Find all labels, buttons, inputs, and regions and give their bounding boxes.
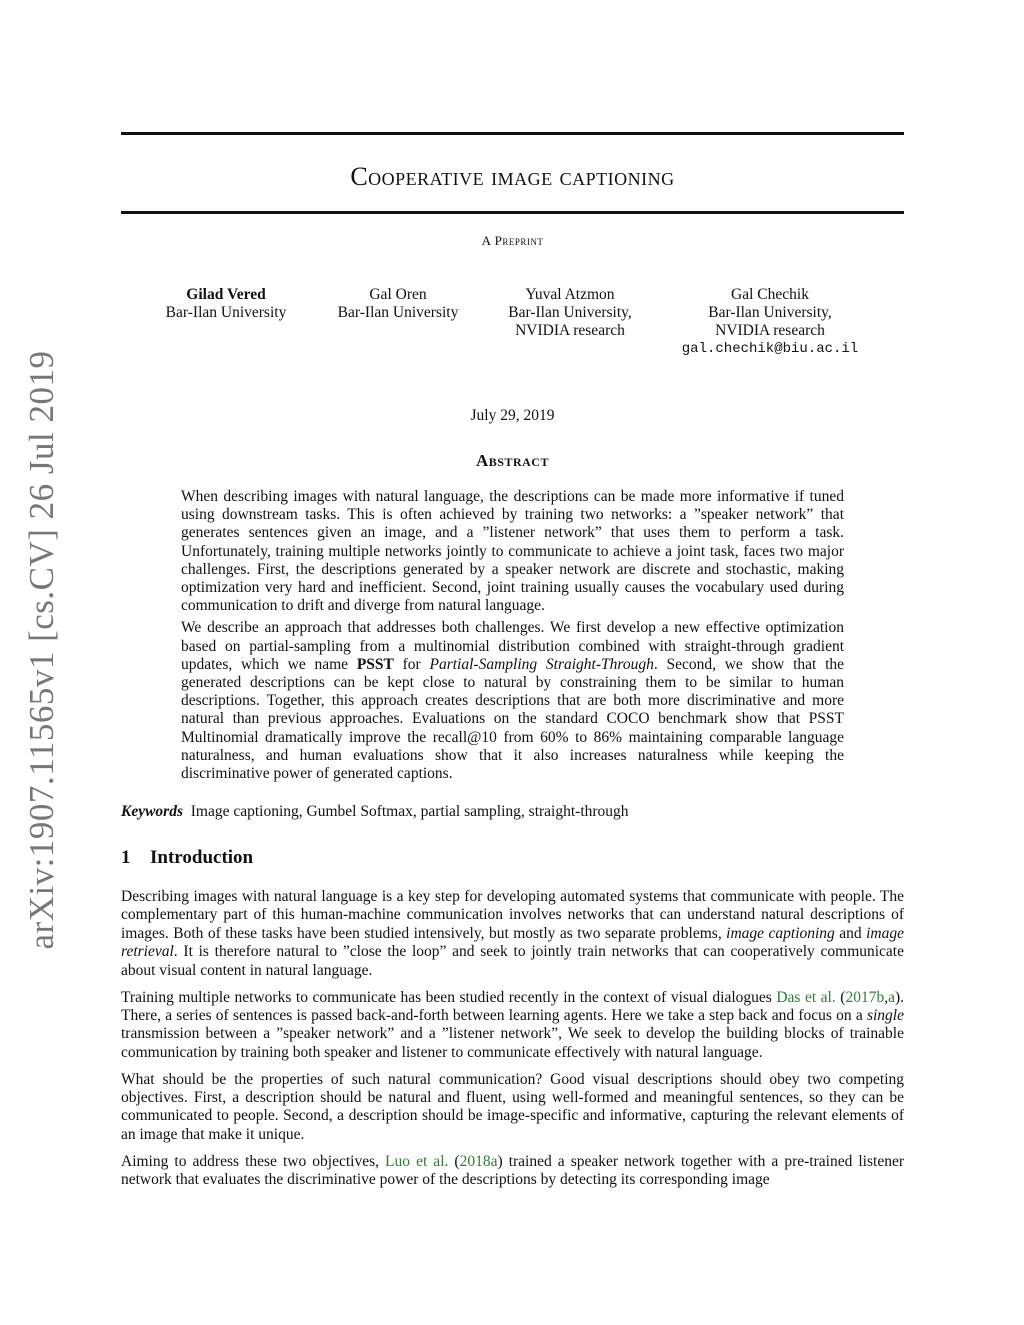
author-name: Gilad Vered — [186, 286, 266, 303]
author-name: Gal Oren — [369, 286, 427, 303]
author-affiliation: Bar-Ilan University — [337, 304, 459, 321]
method-name: PSST — [356, 655, 394, 673]
author-affiliation: NVIDIA research — [515, 322, 625, 339]
method-full-name: Partial-Sampling Straight-Through — [429, 655, 654, 673]
keywords-label: Keywords — [121, 803, 183, 820]
abstract-heading: Abstract — [476, 451, 549, 470]
author-block — [508, 286, 632, 340]
author-block — [682, 286, 858, 358]
body-paragraph: Describing images with natural language is a key step for developing automated systems that communicate with people. The complementary part of this human-machine communication involves networks that can understand natural descriptions of images. Both of these tasks have been studied intensively, but mostly as two separate problems, image captioning and image retrieval. It is therefore natural to ”close the loop” and seek to jointly train networks that can cooperatively communicate about visual content in natural language. — [121, 888, 904, 979]
citation-link[interactable]: a — [888, 988, 895, 1006]
author-email[interactable]: gal.chechik@biu.ac.il — [681, 341, 859, 357]
abstract-paragraph: We describe an approach that addresses both challenges. We first develop a new effective optimization based on partial-sampling from a multinomial distribution combined with straight-through gradient updates, which we name PSST for Partial-Sampling Straight-Through. Second, we show that the generated descriptions can be kept close to natural by constraining them to be similar to human descriptions. Together, this approach creates descriptions that are both more discriminative and more natural than previous approaches. Evaluations on the standard COCO benchmark show that PSST Multinomial dramatically improve the recall@10 from 60% to 86% maintaining comparable language naturalness, and human evaluations show that it also increases naturalness while keeping the discriminative power of generated captions. — [181, 619, 845, 783]
citation-link[interactable]: Luo et al. — [385, 1152, 449, 1170]
paper-date: July 29, 2019 — [470, 407, 555, 424]
author-name: Yuval Atzmon — [525, 286, 615, 303]
body-paragraph: What should be the properties of such natural communication? Good visual descriptions should obey two competing objectives. First, a description should be natural and fluent, using well-formed and meaningful sentences, so they can be communicated to people. Second, a description should be image-specific and informative, capturing the relevant elements of an image that make it unique. — [121, 1070, 904, 1143]
paper-title: Cooperative image captioning — [350, 162, 675, 191]
citation-link[interactable]: Das et al. — [776, 988, 836, 1006]
title-bottom-rule — [121, 211, 904, 214]
section-body — [121, 888, 904, 1198]
section-title: Introduction — [150, 847, 254, 868]
author-affiliation: Bar-Ilan University — [165, 304, 287, 321]
preprint-label: A Preprint — [481, 233, 544, 248]
body-paragraph: Aiming to address these two objectives, Luo et al. (2018a) trained a speaker network together with a pre-trained listener network that evaluates the discriminative power of the descriptions by detecting its corresponding image — [121, 1152, 904, 1189]
arxiv-identifier: arXiv:1907.11565v1 [cs.CV] 26 Jul 2019 — [22, 350, 61, 950]
title-top-rule — [121, 132, 904, 135]
abstract-body — [181, 488, 844, 787]
citation-link[interactable]: 2018a — [459, 1152, 498, 1170]
keywords-line — [121, 803, 904, 821]
section-heading — [121, 847, 253, 869]
author-block — [166, 286, 287, 322]
keywords-text: Image captioning, Gumbel Softmax, partial sampling, straight-through — [190, 803, 629, 820]
author-affiliation: Bar-Ilan University, — [508, 304, 632, 321]
citation-link[interactable]: 2017b — [845, 988, 885, 1006]
section-number: 1 — [121, 847, 131, 868]
author-block — [338, 286, 459, 322]
body-paragraph: Training multiple networks to communicate has been studied recently in the context of visual dialogues Das et al. (2017b,a). There, a series of sentences is passed back-and-forth between learning agents. Here we take a step back and focus on a single transmission between a ”speaker network” and a ”listener network”, We seek to develop the building blocks of trainable communication by training both speaker and listener to communicate effectively with natural language. — [121, 988, 904, 1061]
abstract-paragraph: When describing images with natural language, the descriptions can be made more informative if tuned using downstream tasks. This is often achieved by training two networks: a ”speaker network” that generates sentences given an image, and a ”listener network” that uses them to perform a task. Unfortunately, training multiple networks jointly to communicate to achieve a joint task, faces two major challenges. First, the descriptions generated by a speaker network are discrete and stochastic, making optimization very hard and inefficient. Second, joint training usually causes the vocabulary used during communication to drift and diverge from natural language. — [181, 488, 844, 615]
author-affiliation: NVIDIA research — [715, 322, 825, 339]
author-affiliation: Bar-Ilan University, — [708, 304, 832, 321]
author-name: Gal Chechik — [731, 286, 809, 303]
